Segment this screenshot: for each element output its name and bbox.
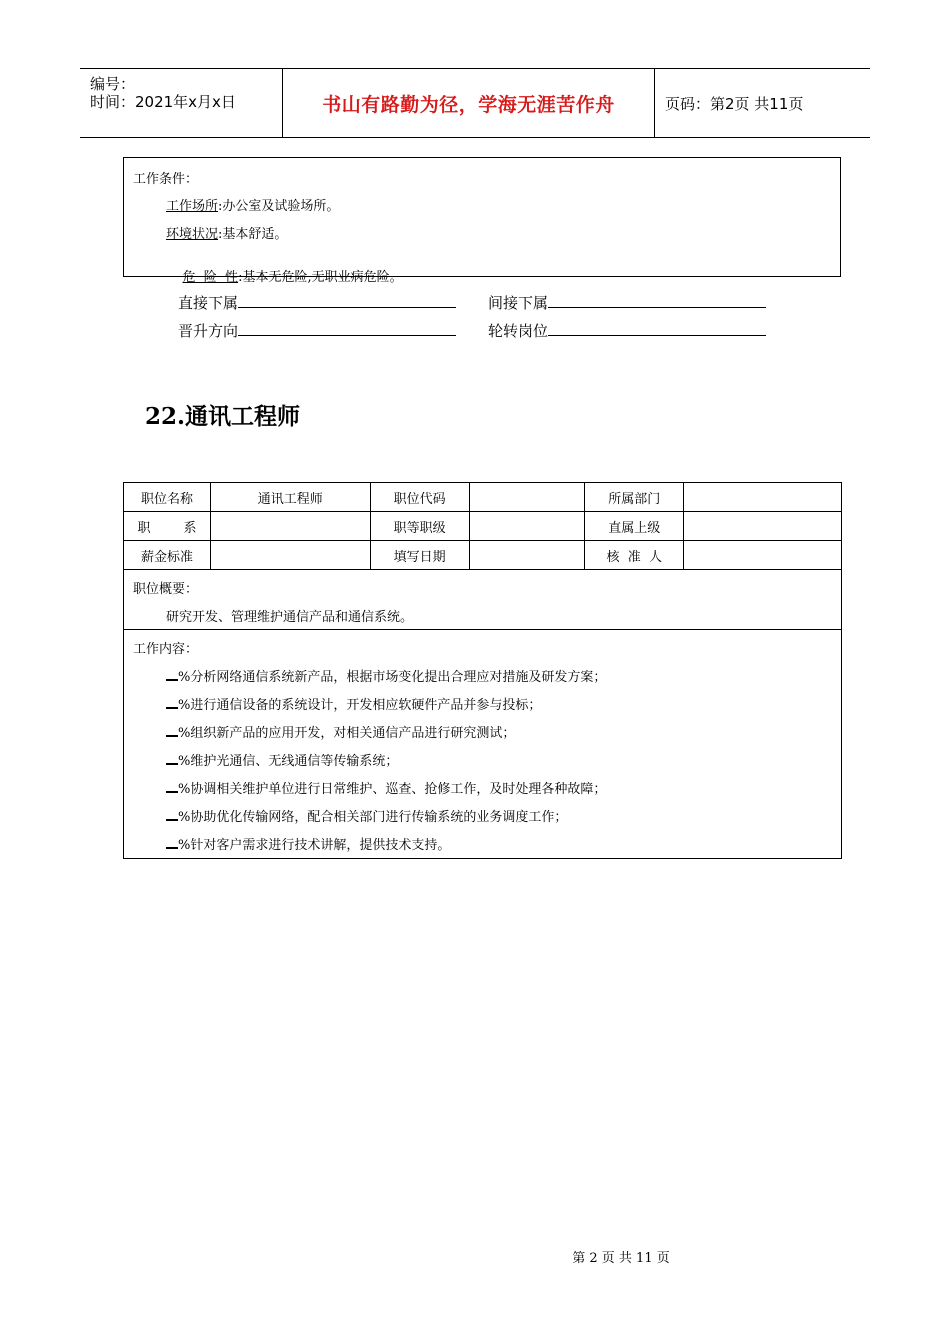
fill-date-value[interactable]: [469, 541, 585, 570]
page-footer: 第 2 页 共 11 页: [572, 1251, 670, 1266]
list-item: %协助优化传输网络，配合相关部门进行传输系统的业务调度工作；: [166, 806, 567, 825]
fill-date-label: 填写日期: [370, 541, 469, 570]
motto-text: 书山有路勤为径，学海无涯苦作舟: [322, 93, 615, 116]
danger-value: :基本无危险,无职业病危险。: [238, 270, 403, 285]
indirect-subordinate-label: 间接下属: [488, 294, 549, 312]
environment-value: :基本舒适。: [218, 227, 288, 242]
page-header: [80, 68, 870, 138]
header-motto-cell: [283, 69, 655, 137]
percent-blank[interactable]: [166, 835, 178, 849]
rotation-label: 轮转岗位: [488, 322, 549, 340]
work-conditions-box: [123, 157, 841, 285]
job-code-label: 职位代码: [370, 483, 469, 512]
promotion-field: [178, 320, 456, 341]
grade-value[interactable]: [469, 512, 585, 541]
time-label: 时间：2021年x月x日: [90, 93, 236, 111]
direct-subordinate-line[interactable]: [238, 295, 456, 308]
rotation-line[interactable]: [548, 323, 766, 336]
supervisor-value[interactable]: [684, 512, 842, 541]
job-family-label: 职 系: [124, 512, 211, 541]
supervisor-label: 直属上级: [585, 512, 684, 541]
list-item: %针对客户需求进行技术讲解，提供技术支持。: [166, 834, 450, 853]
percent-blank[interactable]: [166, 779, 178, 793]
department-label: 所属部门: [585, 483, 684, 512]
list-item: %组织新产品的应用开发，对相关通信产品进行研究测试；: [166, 722, 515, 741]
job-overview-box: [123, 570, 842, 630]
department-value[interactable]: [684, 483, 842, 512]
work-content-box: [123, 630, 842, 859]
indirect-subordinate-line[interactable]: [548, 295, 766, 308]
grade-label: 职等职级: [370, 512, 469, 541]
environment-row: [166, 223, 287, 242]
approver-label: 核 准 人: [585, 541, 684, 570]
section-title: 22.通讯工程师: [145, 403, 301, 430]
table-row: [124, 483, 842, 512]
percent-blank[interactable]: [166, 695, 178, 709]
direct-subordinate-field: [178, 292, 456, 313]
salary-value[interactable]: [210, 541, 370, 570]
percent-blank[interactable]: [166, 807, 178, 821]
percent-blank[interactable]: [166, 751, 178, 765]
salary-label: 薪金标准: [124, 541, 211, 570]
job-code-value[interactable]: [469, 483, 585, 512]
environment-label: 环境状况: [166, 227, 219, 242]
work-place-row: [166, 195, 339, 214]
work-place-label: 工作场所: [166, 199, 219, 214]
list-item: %协调相关维护单位进行日常维护、巡查、抢修工作，及时处理各种故障；: [166, 778, 606, 797]
list-item: %维护光通信、无线通信等传输系统；: [166, 750, 398, 769]
list-item: %分析网络通信系统新产品，根据市场变化提出合理应对措施及研发方案；: [166, 666, 606, 685]
number-label: 编号：: [90, 75, 136, 93]
header-meta-cell: [80, 69, 283, 137]
rotation-field: [488, 320, 766, 341]
indirect-subordinate-field: [488, 292, 766, 313]
page-code: 页码：第2页 共11页: [665, 94, 804, 113]
list-item: %进行通信设备的系统设计，开发相应软硬件产品并参与投标；: [166, 694, 541, 713]
promotion-label: 晋升方向: [178, 322, 239, 340]
job-title-value[interactable]: 通讯工程师: [210, 483, 370, 512]
percent-blank[interactable]: [166, 723, 178, 737]
percent-blank[interactable]: [166, 667, 178, 681]
table-row: [124, 541, 842, 570]
job-family-value[interactable]: [210, 512, 370, 541]
promotion-line[interactable]: [238, 323, 456, 336]
table-row: [124, 512, 842, 541]
header-page-cell: [655, 69, 870, 137]
approver-value[interactable]: [684, 541, 842, 570]
direct-subordinate-label: 直接下属: [178, 294, 239, 312]
work-content-title: 工作内容：: [133, 642, 199, 657]
work-conditions-title: 工作条件：: [133, 172, 199, 187]
work-place-value: :办公室及试验场所。: [218, 199, 340, 214]
danger-label: 危 险 性: [182, 270, 239, 285]
job-overview-text: 研究开发、管理维护通信产品和通信系统。: [166, 610, 414, 625]
job-overview-title: 职位概要：: [133, 582, 199, 597]
job-title-label: 职位名称: [124, 483, 211, 512]
job-info-table: [123, 482, 842, 570]
